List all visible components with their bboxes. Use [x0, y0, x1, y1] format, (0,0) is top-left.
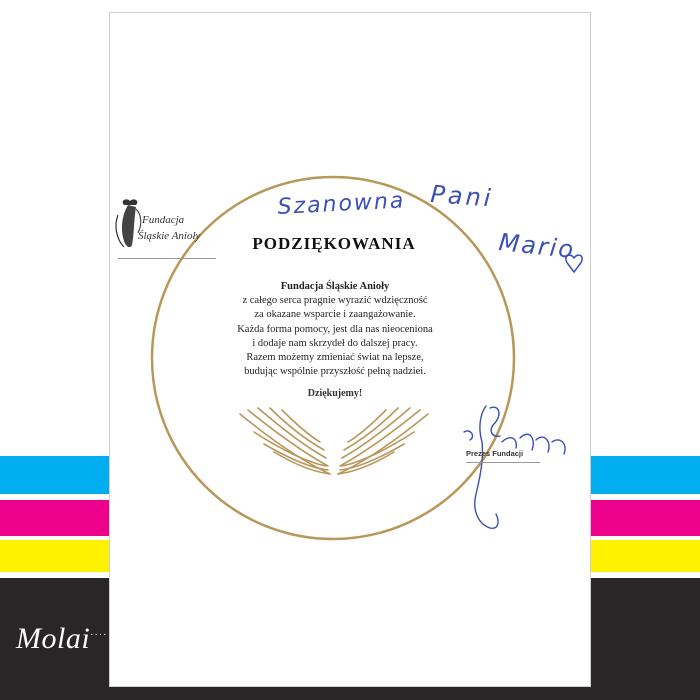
body-line: Razem możemy zmieniać świat na lepsze, — [246, 352, 424, 364]
foundation-logo — [112, 195, 222, 257]
signature-underline — [466, 462, 540, 463]
svg-text:Mario: Mario — [497, 228, 577, 264]
certificate-heading: PODZIĘKOWANIA — [252, 234, 416, 253]
body-line: budując wspólnie przyszłość pełną nadziei. — [244, 366, 426, 378]
certificate-body — [215, 280, 455, 379]
brand-logo — [16, 622, 108, 656]
svg-text:Śląskie Anioły: Śląskie Anioły — [138, 230, 201, 242]
brand-name: Molai — [16, 622, 91, 655]
body-line: Każda forma pomocy, jest dla nas nieoceniona — [237, 323, 433, 335]
handwritten-salutation — [270, 168, 590, 278]
signature-title: Prezes Fundacji — [466, 449, 524, 458]
brand-dots: ···· — [90, 629, 108, 640]
svg-text:Szanowna: Szanowna — [277, 188, 406, 220]
logo-underline — [118, 258, 216, 259]
body-line: i dodaje nam skrzydeł do dalszej pracy. — [252, 337, 418, 349]
organization-name: Fundacja Śląskie Anioły — [280, 281, 390, 292]
body-line: za okazane wsparcie i zaangażowanie. — [254, 309, 416, 321]
handwritten-signature — [440, 398, 580, 538]
body-line: z całego serca pragnie wyrazić wdzięczność — [242, 295, 428, 307]
angel-wings-icon — [234, 392, 434, 482]
svg-text:Fundacja: Fundacja — [142, 214, 185, 226]
svg-text:Pani: Pani — [429, 180, 495, 213]
thanks-text: Dziękujemy! — [307, 388, 363, 399]
